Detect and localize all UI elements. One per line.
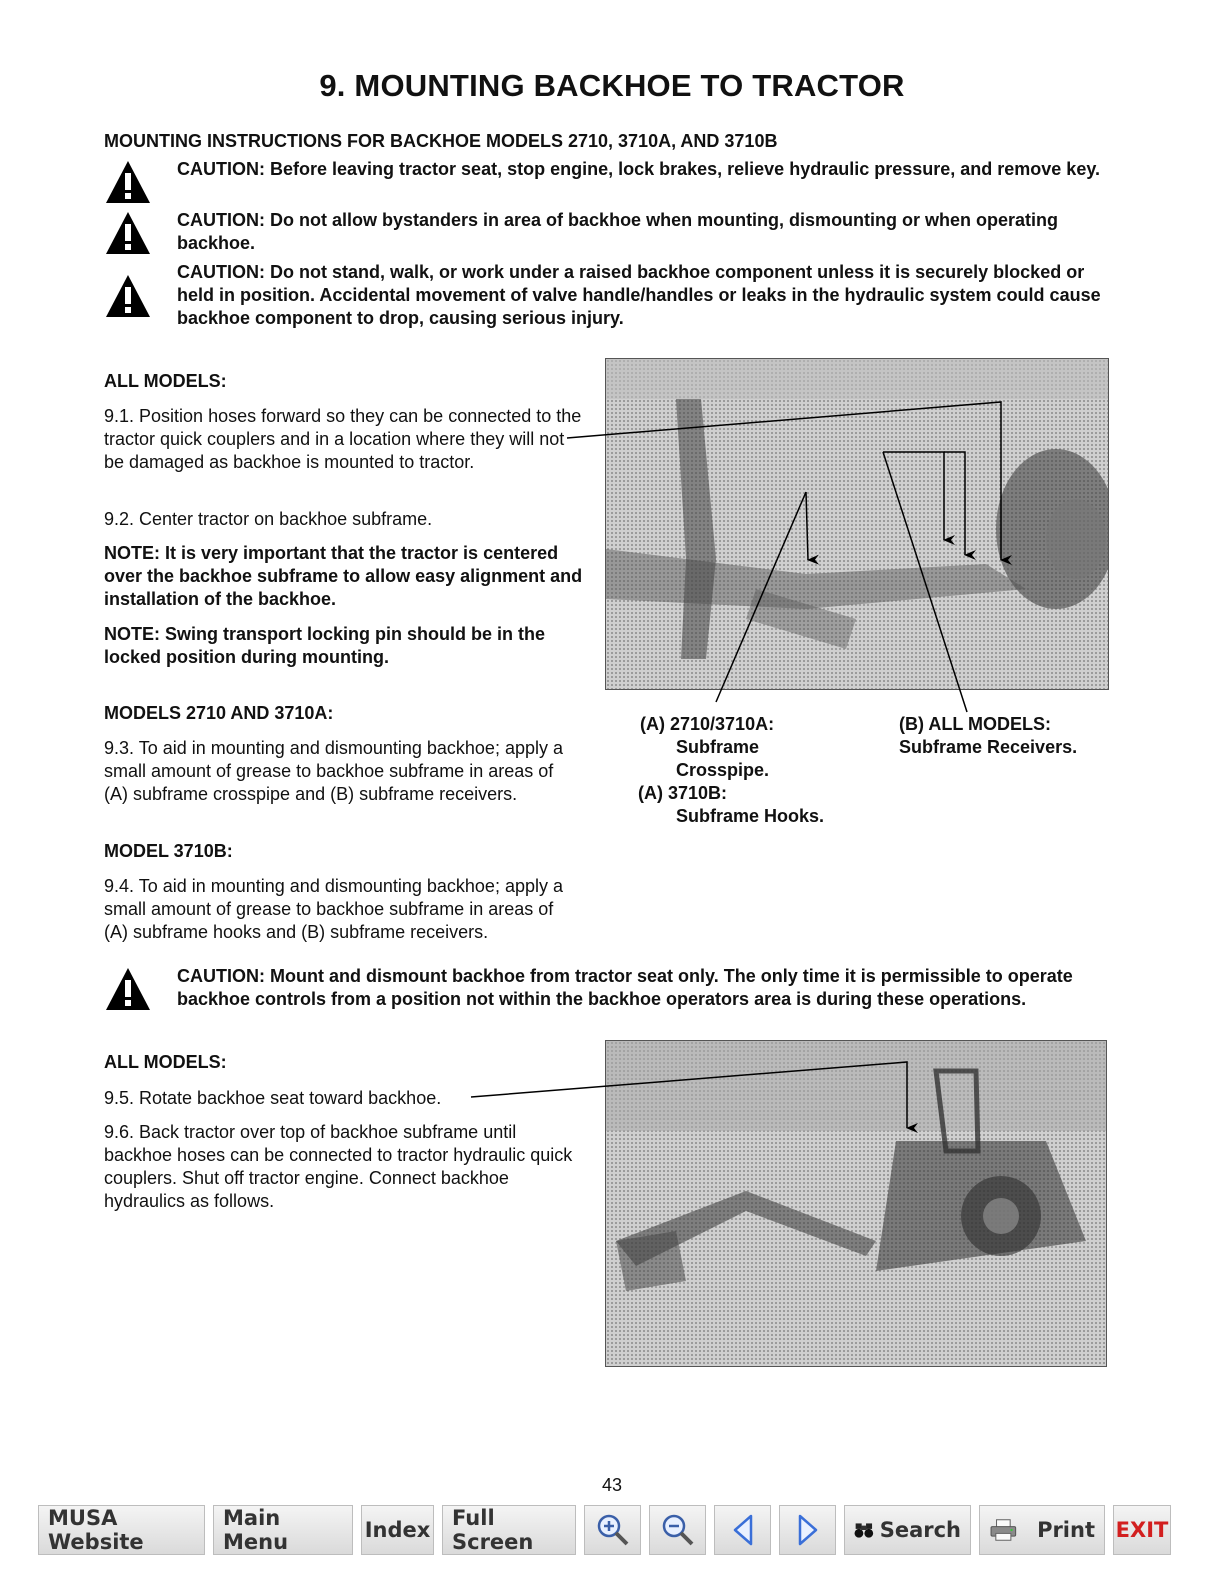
caution-text: CAUTION: Mount and dismount backhoe from tractor seat only. The only time it is permissible to operate backhoe controls from a position not within the backhoe operators area is during these operations. <box>177 966 1073 1009</box>
caution-text: CAUTION: Do not stand, walk, or work under a raised backhoe component unless it is securely blocked or held in position. Accidental movement of valve handle/handles or leaks in the hydraulic system could cause backhoe component to drop, causing serious injury. <box>177 262 1101 328</box>
caution-text: CAUTION: Do not allow bystanders in area of backhoe when mounting, dismounting or when operating backhoe. <box>177 210 1059 253</box>
index-button[interactable]: Index <box>361 1505 434 1555</box>
navigation-toolbar <box>38 1505 1171 1555</box>
note-locking-pin: NOTE: Swing transport locking pin should be in the locked position during mounting. <box>104 624 545 667</box>
binoculars-icon <box>854 1514 874 1546</box>
arrow-left-icon <box>731 1514 755 1546</box>
search-label: Search <box>879 1518 961 1542</box>
caption-b-line2: Subframe Receivers. <box>899 737 1078 757</box>
section-all-models-2: ALL MODELS: <box>104 1052 227 1072</box>
step-9-4: 9.4. To aid in mounting and dismounting backhoe; apply a small amount of grease to backhoe subframe in areas of (A) subframe hooks and (B) subframe receivers. <box>104 876 563 942</box>
section-all-models: ALL MODELS: <box>104 371 227 391</box>
caption-b <box>899 713 1077 759</box>
step-9-5: 9.5. Rotate backhoe seat toward backhoe. <box>104 1088 442 1108</box>
search-button[interactable] <box>844 1505 971 1555</box>
print-label: Print <box>1037 1518 1095 1542</box>
printer-icon <box>989 1513 1019 1547</box>
section-model-3710b: MODEL 3710B: <box>104 841 233 861</box>
step-9-6: 9.6. Back tractor over top of backhoe subframe until backhoe hoses can be connected to tractor hydraulic quick couplers. Shut off tractor engine. Connect backhoe hydraulics as follows. <box>104 1122 573 1211</box>
caution-text: CAUTION: Before leaving tractor seat, stop engine, lock brakes, relieve hydraulic pressure, and remove key. <box>177 159 1101 179</box>
full-screen-button[interactable]: Full Screen <box>442 1505 576 1555</box>
caption-a-line3: Crosspipe. <box>676 760 770 780</box>
caption-a-line5: Subframe Hooks. <box>676 806 825 826</box>
section-subheading: MOUNTING INSTRUCTIONS FOR BACKHOE MODELS 2710, 3710A, AND 3710B <box>104 131 778 151</box>
caption-a-line2: Subframe <box>676 737 760 757</box>
print-button[interactable] <box>979 1505 1105 1555</box>
zoom-out-icon <box>661 1513 695 1547</box>
caption-b-line1: (B) ALL MODELS: <box>899 714 1051 734</box>
caption-a <box>640 713 824 828</box>
main-menu-button[interactable]: Main Menu <box>213 1505 353 1555</box>
previous-page-button[interactable] <box>714 1505 771 1555</box>
step-9-2: 9.2. Center tractor on backhoe subframe. <box>104 509 433 529</box>
arrow-right-icon <box>796 1514 820 1546</box>
caption-a-line1: (A) 2710/3710A: <box>640 714 775 734</box>
musa-website-button[interactable]: MUSA Website <box>38 1505 205 1555</box>
zoom-in-icon <box>596 1513 630 1547</box>
step-9-1: 9.1. Position hoses forward so they can be connected to the tractor quick couplers and in a location where they will not be damaged as backhoe is mounted to tractor. <box>104 406 582 472</box>
caption-a-line4: (A) 3710B: <box>638 783 728 803</box>
note-centered: NOTE: It is very important that the tractor is centered over the backhoe subframe to allow easy alignment and installation of the backhoe. <box>104 543 583 609</box>
zoom-out-button[interactable] <box>649 1505 706 1555</box>
section-models-2710-3710a: MODELS 2710 AND 3710A: <box>104 703 334 723</box>
page-number: 43 <box>601 1475 623 1495</box>
step-9-3: 9.3. To aid in mounting and dismounting backhoe; apply a small amount of grease to backhoe subframe in areas of (A) subframe crosspipe and (B) subframe receivers. <box>104 738 563 804</box>
exit-button[interactable]: EXIT <box>1113 1505 1171 1555</box>
next-page-button[interactable] <box>779 1505 836 1555</box>
page-title: 9. MOUNTING BACKHOE TO TRACTOR <box>319 68 905 103</box>
zoom-in-button[interactable] <box>584 1505 641 1555</box>
